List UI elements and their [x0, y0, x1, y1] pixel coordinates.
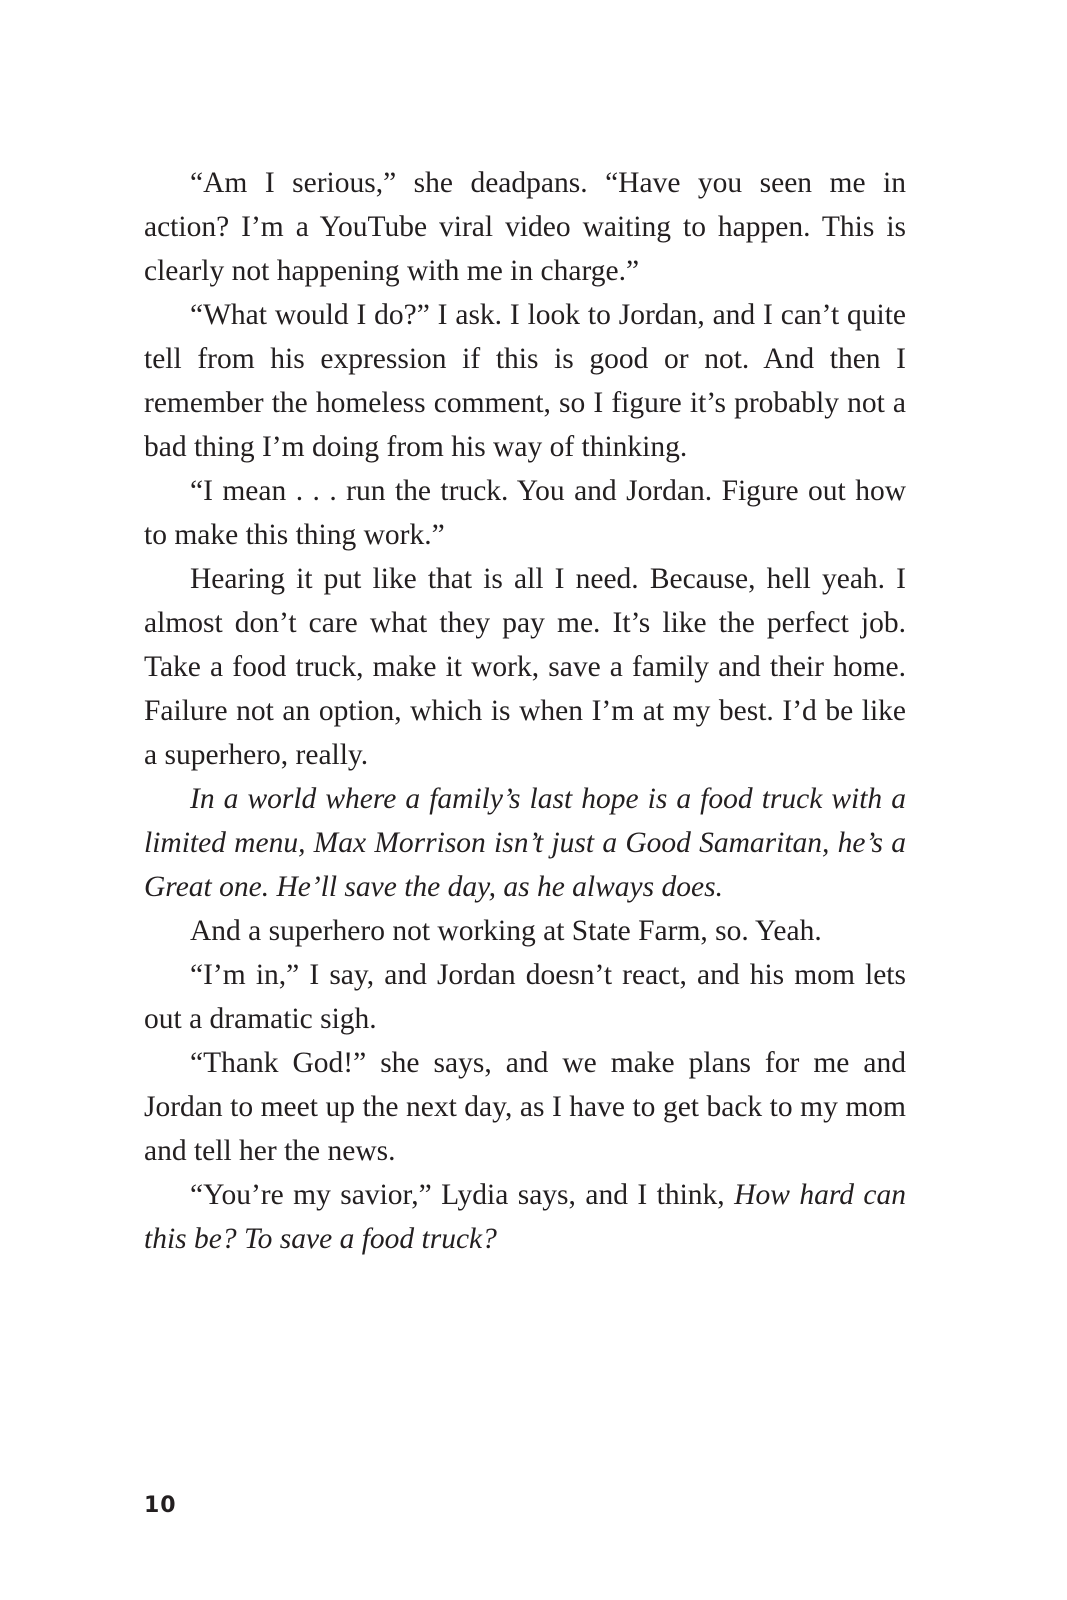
paragraph: [144, 557, 906, 777]
paragraph-text: “Thank God!” she says, and we make plans for me and Jordan to meet up the next day, as I have to get back to my mom and tell her the news.: [144, 1047, 906, 1167]
paragraph: [144, 1173, 906, 1261]
italic-paragraph: [144, 777, 906, 909]
body-text: [144, 161, 906, 1261]
paragraph: [144, 909, 906, 953]
paragraph-text: “What would I do?” I ask. I look to Jordan, and I can’t quite tell from his expression if this is good or not. And then I remember the homeless comment, so I figure it’s probably not a bad thing I’m doing from his way of thinking.: [144, 299, 906, 463]
paragraph: [144, 293, 906, 469]
paragraph: [144, 161, 906, 293]
paragraph-text: And a superhero not working at State Farm, so. Yeah.: [190, 915, 822, 947]
paragraph-text: “Am I serious,” she deadpans. “Have you seen me in action? I’m a YouTube viral video waiting to happen. This is clearly not happening with me in charge.”: [144, 167, 906, 287]
paragraph-text: In a world where a family’s last hope is a food truck with a limited menu, Max Morrison isn’t just a Good Samaritan, he’s a Great one. He’ll save the day, as he always does.: [144, 783, 906, 903]
page-number: 10: [144, 1493, 177, 1518]
paragraph-text: “You’re my savior,” Lydia says, and I think,: [190, 1179, 735, 1211]
paragraph: [144, 1041, 906, 1173]
paragraph-text: “I’m in,” I say, and Jordan doesn’t react, and his mom lets out a dramatic sigh.: [144, 959, 906, 1035]
paragraph-text: Hearing it put like that is all I need. Because, hell yeah. I almost don’t care what they pay me. It’s like the perfect job. Take a food truck, make it work, save a family and their home. Failure not an option, which is when I’m at my best. I’d be like a superhero, really.: [144, 563, 906, 771]
paragraph-italic-text: How hard can this be? To save a food truck?: [144, 1179, 906, 1255]
paragraph: [144, 469, 906, 557]
paragraph: [144, 953, 906, 1041]
paragraph-text: “I mean . . . run the truck. You and Jordan. Figure out how to make this thing work.”: [144, 475, 906, 551]
